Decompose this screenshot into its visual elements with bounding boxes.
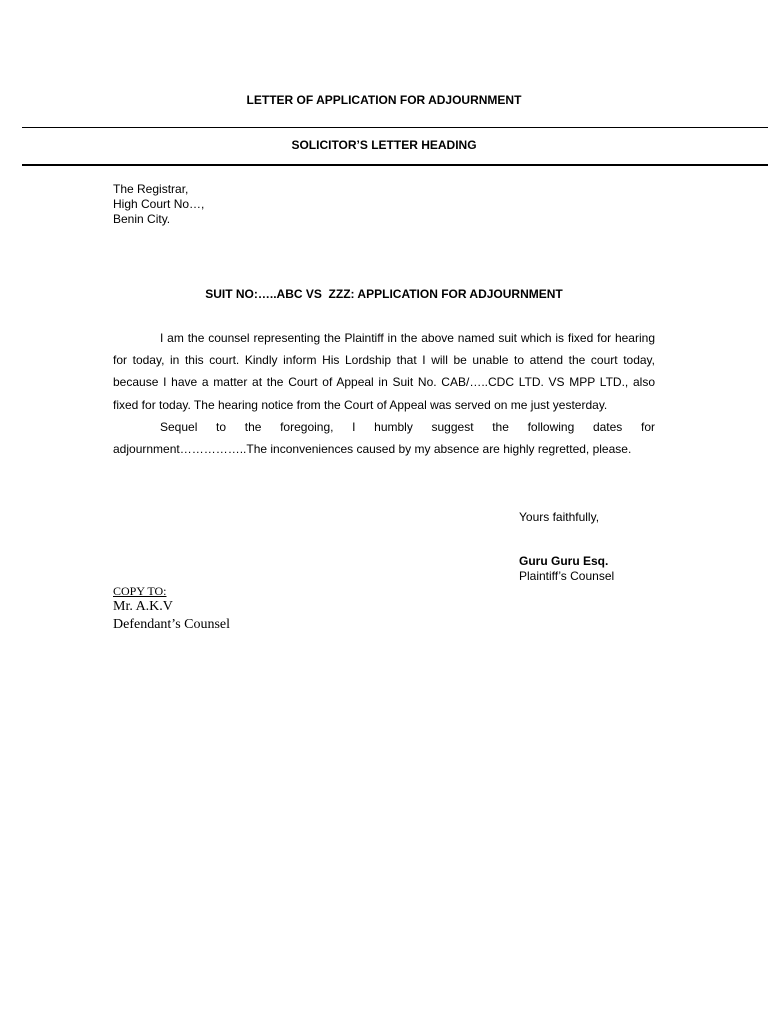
recipient-line-3: Benin City.	[113, 212, 171, 226]
body-paragraph-2-line-2: adjournment……………..The inconveniences caused by my absence are highly regretted, please.	[113, 442, 632, 457]
copy-to-label: COPY TO:	[113, 584, 167, 598]
recipient-address	[113, 182, 204, 227]
recipient-line-1: The Registrar,	[113, 182, 189, 196]
recipient-line-2: High Court No…,	[113, 197, 205, 211]
signer-name: Guru Guru Esq.	[519, 554, 609, 568]
subject-line: SUIT NO:…..ABC VS ZZZ: APPLICATION FOR ADJOURNMENT	[205, 287, 563, 301]
copy-to-name: Mr. A.K.V	[113, 599, 173, 614]
copy-to-role: Defendant’s Counsel	[113, 617, 231, 632]
body-paragraph-1: I am the counsel representing the Plaintiff in the above named suit which is fixed for hearing for today, in this court. Kindly inform His Lordship that I will be unable to attend the court today, because I have a matter at the Court of Appeal in Suit No. CAB/…..CDC LTD. VS MPP LTD., also fixed for today. The hearing notice from the Court of Appeal was served on me just yesterday.	[113, 331, 655, 412]
signer-role: Plaintiff’s Counsel	[519, 569, 615, 583]
bottom-divider	[22, 164, 768, 166]
closing-salutation: Yours faithfully,	[519, 510, 600, 524]
document-title: LETTER OF APPLICATION FOR ADJOURNMENT	[246, 93, 522, 107]
letter-heading: SOLICITOR’S LETTER HEADING	[291, 138, 477, 152]
body-paragraph-2-line-1: Sequel to the foregoing, I humbly suggest the following dates for	[160, 419, 655, 434]
letter-body	[113, 327, 655, 460]
top-divider	[22, 127, 768, 128]
